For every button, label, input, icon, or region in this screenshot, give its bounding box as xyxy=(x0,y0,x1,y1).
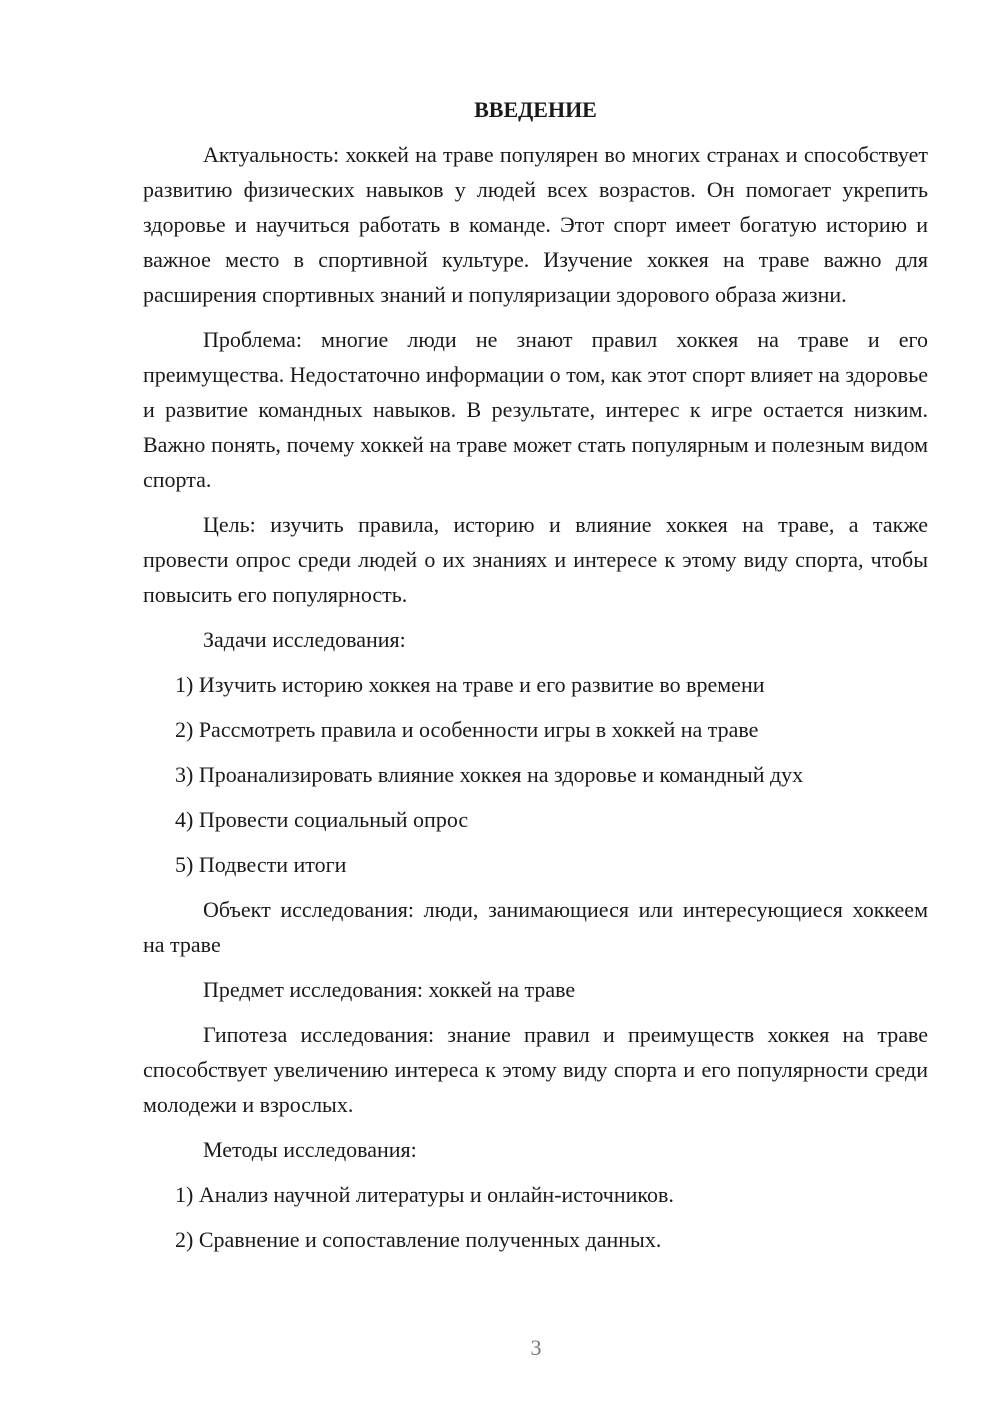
section-title: ВВЕДЕНИЕ xyxy=(474,97,597,122)
object-paragraph: Объект исследования: люди, занимающиеся или интересующиеся хоккеем на траве xyxy=(143,897,928,957)
hypothesis-paragraph: Гипотеза исследования: знание правил и преимуществ хоккея на траве способствует увеличению интереса к этому виду спорта и его популярности среди молодежи и взрослых. xyxy=(143,1022,928,1117)
page-number: 3 xyxy=(530,1335,542,1360)
task-item: 1) Изучить историю хоккея на траве и его развитие во времени xyxy=(175,672,765,697)
page-content xyxy=(143,92,928,1267)
task-item: 4) Провести социальный опрос xyxy=(175,807,469,832)
goal-paragraph: Цель: изучить правила, историю и влияние хоккея на траве, а также провести опрос среди людей о их знаниях и интересе к этому виду спорта, чтобы повысить его популярность. xyxy=(143,512,928,607)
task-item: 5) Подвести итоги xyxy=(175,852,347,877)
task-item: 2) Рассмотреть правила и особенности игры в хоккей на траве xyxy=(175,717,759,742)
task-item: 3) Проанализировать влияние хоккея на здоровье и командный дух xyxy=(175,762,804,787)
method-item: 1) Анализ научной литературы и онлайн-источников. xyxy=(175,1182,674,1207)
problem-paragraph: Проблема: многие люди не знают правил хоккея на траве и его преимущества. Недостаточно информации о том, как этот спорт влияет на здоровье и развитие командных навыков. В результате, интерес к игре остается низким. Важно понять, почему хоккей на траве может стать популярным и полезным видом спорта. xyxy=(143,327,928,492)
method-item: 2) Сравнение и сопоставление полученных данных. xyxy=(175,1227,662,1252)
methods-heading: Методы исследования: xyxy=(203,1137,417,1162)
relevance-paragraph: Актуальность: хоккей на траве популярен во многих странах и способствует развитию физических навыков у людей всех возрастов. Он помогает укрепить здоровье и научиться работать в команде. Этот спорт имеет богатую историю и важное место в спортивной культуре. Изучение хоккея на траве важно для расширения спортивных знаний и популяризации здорового образа жизни. xyxy=(143,142,928,307)
subject-paragraph: Предмет исследования: хоккей на траве xyxy=(203,977,576,1002)
tasks-heading: Задачи исследования: xyxy=(203,627,406,652)
